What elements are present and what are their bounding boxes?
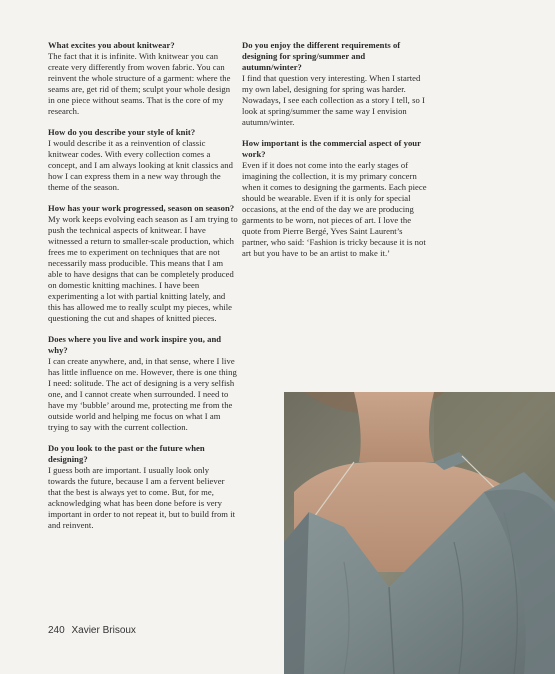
answer: I guess both are important. I usually look only towards the future, because I am a fervent believer that the best is always yet to come. But, for me, acknowledging what has been done before is very important in order to not repeat it, but to build from it and reinvent.	[48, 465, 236, 530]
qa-block	[48, 203, 238, 324]
qa-block	[242, 40, 427, 128]
answer: I would describe it as a reinvention of classic knitwear codes. With every collection comes a concept, and I am always looking at knit classics and how I can express them in a new way through the theme of the season.	[48, 138, 233, 192]
question: What excites you about knitwear?	[48, 40, 175, 50]
fashion-photo	[284, 392, 555, 674]
designer-name: Xavier Brisoux	[71, 625, 136, 636]
question: Do you enjoy the different requirements of designing for spring/summer and autumn/winter?	[242, 40, 401, 72]
page-number: 240	[48, 625, 65, 636]
qa-block	[48, 443, 238, 531]
answer: I can create anywhere, and, in that sense, where I live has little influence on me. However, there is one thing I need: solitude. The act of designing is a very selfish one, and I cannot create when surrounded. I need to have my ‘bubble’ around me, protecting me from the outside world and helping me focus on what I am trying to say with the current collection.	[48, 356, 237, 432]
qa-block	[48, 127, 238, 193]
qa-block	[242, 138, 427, 259]
question: Do you look to the past or the future when designing?	[48, 443, 205, 464]
question: How important is the commercial aspect of your work?	[242, 138, 421, 159]
answer: Even if it does not come into the early stages of imagining the collection, it is my primary concern when it comes to designing the garments. Each piece should be wearable. Even if it is only for special occasions, at the end of the day we are producing garments to be worn, not pieces of art. I love the quote from Pierre Bergé, Yves Saint Laurent’s partner, who said: ‘Fashion is tricky because it is not art but you have to be an artist to make it.’	[242, 160, 427, 258]
answer: My work keeps evolving each season as I am trying to push the technical aspects of knitwear. I have witnessed a return to smaller-scale production, which frees me to experiment on techniques that are not necessarily mass producible. This means that I am able to have designs that can be completely produced on domestic knitting machines. I have been experimenting a lot with partial knitting lately, and this has allowed me to really sculpt my pieces, while questioning the cut and shapes of knitted pieces.	[48, 214, 238, 323]
question: How has your work progressed, season on season?	[48, 203, 235, 213]
right-column	[242, 40, 427, 269]
question: Does where you live and work inspire you, and why?	[48, 334, 222, 355]
answer: The fact that it is infinite. With knitwear you can create very differently from woven fabric. You can reinvent the whole structure of a garment: where the seams are, get rid of them; sculpt your whole design in one piece without seams. That is the core of my research.	[48, 51, 231, 116]
left-column	[48, 40, 238, 541]
qa-block	[48, 334, 238, 433]
page-footer	[48, 625, 136, 636]
question: How do you describe your style of knit?	[48, 127, 196, 137]
qa-block	[48, 40, 238, 117]
answer: I find that question very interesting. When I started my own label, designing for spring was harder. Nowadays, I see each collection as a story I tell, so I look at spring/summer the same way I envision autumn/winter.	[242, 73, 425, 127]
